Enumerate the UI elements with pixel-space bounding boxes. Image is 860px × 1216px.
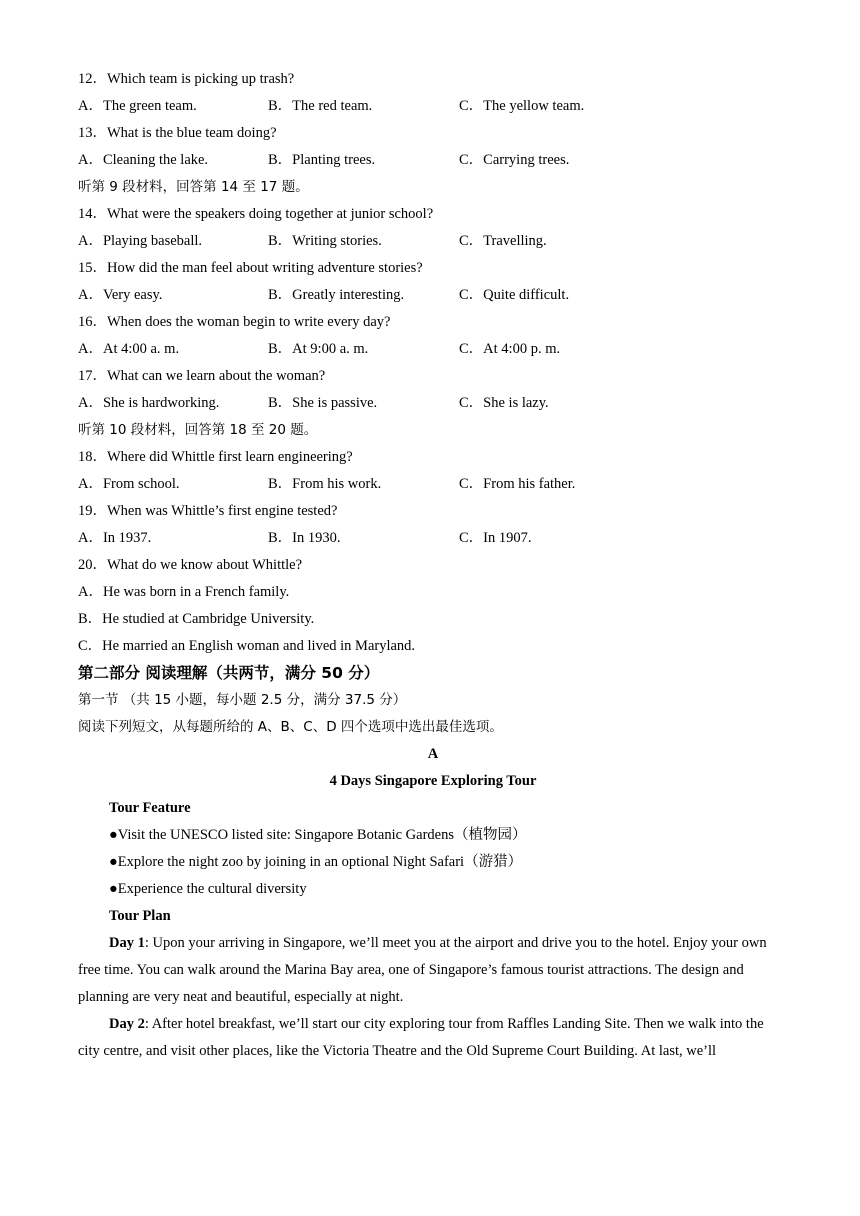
feature-item: ●Experience the cultural diversity: [109, 881, 307, 897]
options-18: [78, 471, 788, 498]
option-b: B．He studied at Cambridge University.: [78, 611, 315, 627]
option-a: A．The green team.: [78, 98, 197, 114]
options-12: [78, 93, 788, 120]
option-b: B．Planting trees.: [268, 152, 376, 168]
question-18: 18．Where did Whittle first learn engineering?: [78, 449, 353, 465]
question-15: 15．How did the man feel about writing adventure stories?: [78, 260, 423, 276]
options-13: [78, 147, 788, 174]
day-2-label: Day 2: [109, 1016, 145, 1032]
section-1-heading: 第一节 （共 15 小题，每小题 2.5 分，满分 37.5 分）: [78, 692, 407, 708]
question-17: 17．What can we learn about the woman?: [78, 368, 326, 384]
day-2-text: : After hotel breakfast, we’ll start our city exploring tour from Raffles Landing Site. Then we walk into the city centre, and visit other places, like the Victoria Theatre and the Old Supreme Court Building. At last, we’ll: [78, 1016, 764, 1059]
option-b: B．Greatly interesting.: [268, 287, 405, 303]
options-15: [78, 282, 788, 309]
option-c: C．Quite difficult.: [459, 287, 570, 303]
option-b: B．From his work.: [268, 476, 382, 492]
day-1-label: Day 1: [109, 935, 145, 951]
option-a: A．From school.: [78, 476, 180, 492]
part-2-title: 第二部分 阅读理解（共两节，满分 50 分）: [78, 664, 380, 682]
tour-feature-heading: Tour Feature: [109, 800, 191, 816]
passage-title: 4 Days Singapore Exploring Tour: [329, 773, 537, 789]
option-c: C．Travelling.: [459, 233, 547, 249]
reading-instruction: 阅读下列短文，从每题所给的 A、B、C、D 四个选项中选出最佳选项。: [78, 719, 503, 735]
question-12: 12．Which team is picking up trash?: [78, 71, 295, 87]
option-a: A．He was born in a French family.: [78, 584, 290, 600]
option-a: A．She is hardworking.: [78, 395, 220, 411]
option-a: A．Playing baseball.: [78, 233, 203, 249]
option-b: B．In 1930.: [268, 530, 341, 546]
tour-plan-heading: Tour Plan: [109, 908, 171, 924]
option-a: A．In 1937.: [78, 530, 152, 546]
option-c: C．At 4:00 p. m.: [459, 341, 561, 357]
question-16: 16．When does the woman begin to write every day?: [78, 314, 391, 330]
passage-letter: A: [427, 746, 439, 762]
options-19: [78, 525, 788, 552]
option-c: C．Carrying trees.: [459, 152, 570, 168]
document-page: [78, 66, 788, 1065]
option-a: A．Very easy.: [78, 287, 163, 303]
option-b: B．The red team.: [268, 98, 373, 114]
feature-item: ●Visit the UNESCO listed site: Singapore Botanic Gardens（植物园）: [109, 827, 527, 843]
day-1-text: : Upon your arriving in Singapore, we’ll meet you at the airport and drive you to the hotel. Enjoy your own free time. You can walk around the Marina Bay area, one of Singapore’s famous tourist attractions. The design and planning are very neat and beautiful, especially at night.: [78, 935, 767, 1005]
question-19: 19．When was Whittle’s first engine tested?: [78, 503, 338, 519]
option-c: C．He married an English woman and lived in Maryland.: [78, 638, 416, 654]
instruction-material-9: 听第 9 段材料，回答第 14 至 17 题。: [78, 179, 309, 195]
option-a: A．Cleaning the lake.: [78, 152, 209, 168]
day-1-paragraph: [78, 930, 788, 1011]
question-20: 20．What do we know about Whittle?: [78, 557, 303, 573]
instruction-material-10: 听第 10 段材料，回答第 18 至 20 题。: [78, 422, 318, 438]
option-b: B．Writing stories.: [268, 233, 382, 249]
question-13: 13．What is the blue team doing?: [78, 125, 277, 141]
option-c: C．From his father.: [459, 476, 576, 492]
options-16: [78, 336, 788, 363]
option-c: C．The yellow team.: [459, 98, 585, 114]
day-2-paragraph: [78, 1011, 788, 1065]
option-a: A．At 4:00 a. m.: [78, 341, 180, 357]
option-b: B．She is passive.: [268, 395, 378, 411]
feature-item: ●Explore the night zoo by joining in an optional Night Safari（游猎）: [109, 854, 523, 870]
option-b: B．At 9:00 a. m.: [268, 341, 369, 357]
options-14: [78, 228, 788, 255]
option-c: C．In 1907.: [459, 530, 532, 546]
question-14: 14．What were the speakers doing together at junior school?: [78, 206, 434, 222]
option-c: C．She is lazy.: [459, 395, 549, 411]
options-17: [78, 390, 788, 417]
